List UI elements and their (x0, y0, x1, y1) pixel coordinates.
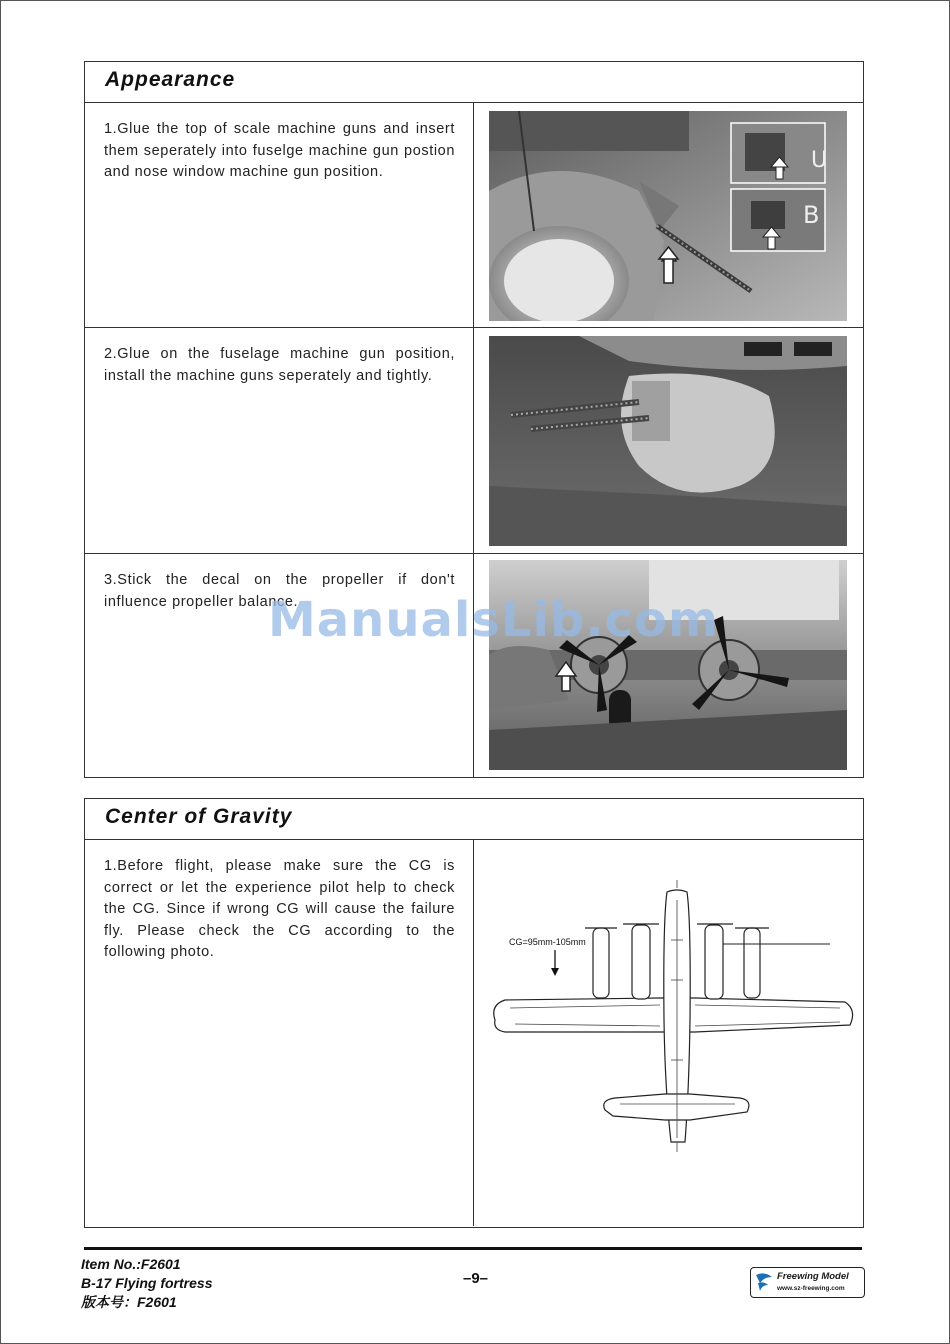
footer-info (81, 1255, 212, 1312)
cg-text: 1.Before flight, please make sure the CG is correct or let the experience pilot help to check the CG. Since if wrong CG will cause the failure fly. Please check the CG according to the following photo. (104, 858, 455, 960)
step-2-text: 2.Glue on the fuselage machine gun position, install the machine guns seperately and tightly. (104, 346, 455, 384)
cg-header (85, 799, 863, 840)
cg-row (85, 840, 863, 1226)
step-2-text-cell (85, 328, 474, 553)
cg-text-cell (85, 840, 474, 1226)
version-number: 版本号：F2601 (81, 1294, 177, 1310)
cg-label: CG=95mm-105mm (509, 937, 586, 947)
appearance-title: Appearance (105, 68, 236, 91)
appearance-step-3 (85, 554, 863, 778)
cg-diagram (485, 880, 855, 1160)
watermark: ManualsLib.com (268, 592, 719, 648)
inset-letter-u: U (811, 148, 828, 173)
cg-title: Center of Gravity (105, 805, 293, 828)
model-name: B-17 Flying fortress (81, 1275, 213, 1291)
step-1-text-cell (85, 103, 474, 327)
appearance-section (84, 61, 864, 778)
machine-gun-photo (489, 111, 847, 321)
brand-logo-box (750, 1267, 865, 1298)
inset-letter-b: B (803, 201, 820, 229)
footer-rule (84, 1247, 862, 1250)
cg-section (84, 798, 864, 1228)
fuselage-gun-photo (489, 336, 847, 546)
brand-name: Freewing Model (777, 1271, 849, 1282)
step-1-text: 1.Glue the top of scale machine guns and insert them seperately into fuselge machine gun postion and nose window machine gun position. (104, 121, 455, 180)
appearance-step-1 (85, 103, 863, 328)
step-3-text: 3.Stick the decal on the propeller if don't influence propeller balance. (104, 572, 455, 610)
appearance-header (85, 62, 863, 103)
freewing-logo-icon (754, 1271, 774, 1293)
appearance-step-2 (85, 328, 863, 554)
step-3-text-cell (85, 554, 474, 778)
brand-url: www.sz-freewing.com (777, 1285, 845, 1292)
page-number: –9– (463, 1270, 489, 1287)
item-number: Item No.:F2601 (81, 1256, 181, 1272)
